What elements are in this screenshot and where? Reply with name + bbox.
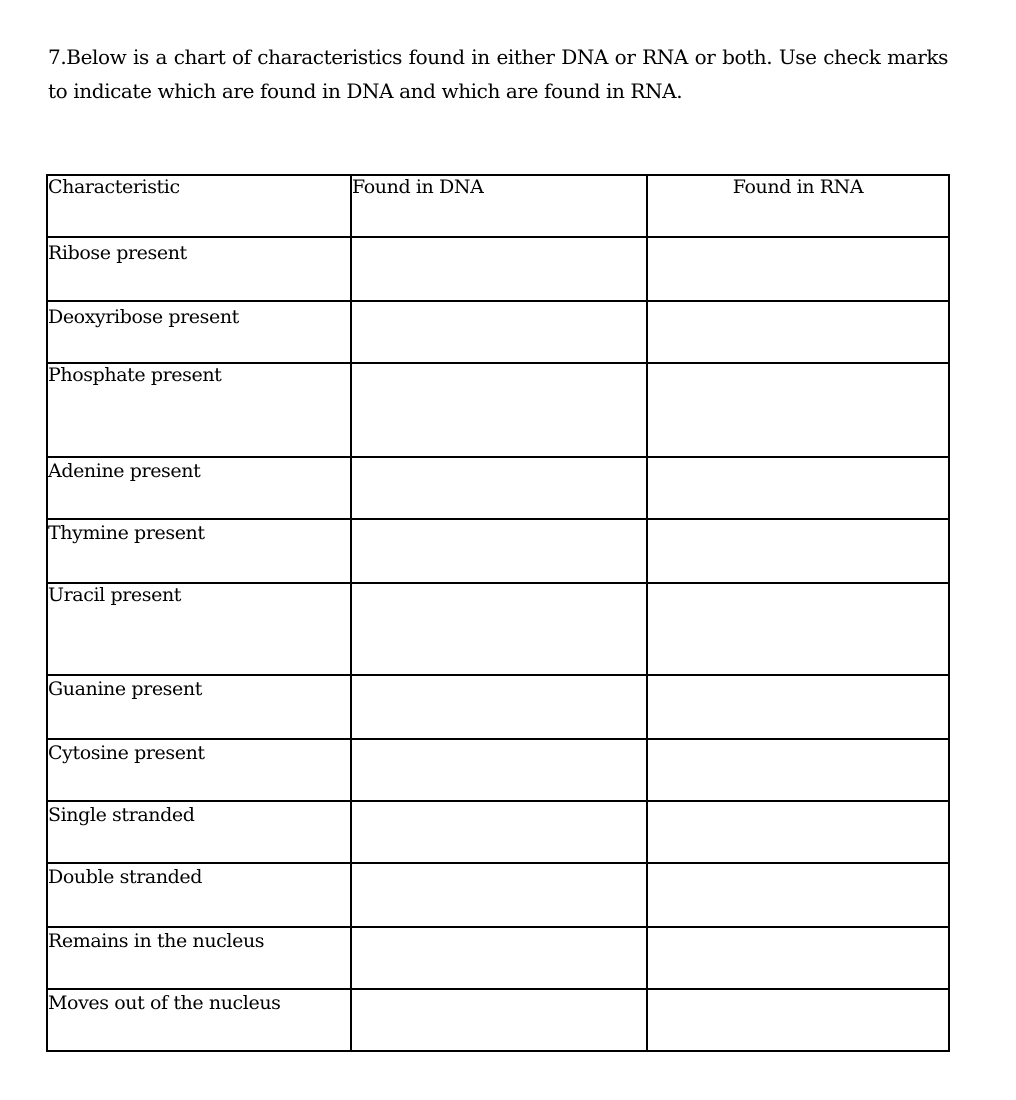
characteristic-label: Remains in the nucleus bbox=[48, 930, 265, 952]
table-row bbox=[47, 801, 949, 863]
characteristic-label: Uracil present bbox=[48, 584, 182, 606]
characteristic-label: Moves out of the nucleus bbox=[48, 992, 281, 1014]
rna-check-cell[interactable] bbox=[647, 457, 949, 519]
characteristic-label: Ribose present bbox=[48, 242, 187, 264]
rna-check-cell[interactable] bbox=[647, 863, 949, 927]
table-row bbox=[47, 739, 949, 801]
dna-check-cell[interactable] bbox=[351, 863, 647, 927]
characteristic-label: Cytosine present bbox=[48, 742, 205, 764]
table-row bbox=[47, 675, 949, 739]
rna-check-cell[interactable] bbox=[647, 237, 949, 301]
rna-check-cell[interactable] bbox=[647, 801, 949, 863]
table-row bbox=[47, 519, 949, 583]
characteristic-label: Phosphate present bbox=[48, 364, 222, 386]
dna-check-cell[interactable] bbox=[351, 301, 647, 363]
characteristic-cell bbox=[47, 583, 351, 675]
rna-check-cell[interactable] bbox=[647, 519, 949, 583]
dna-check-cell[interactable] bbox=[351, 519, 647, 583]
table-row bbox=[47, 863, 949, 927]
dna-check-cell[interactable] bbox=[351, 457, 647, 519]
dna-check-cell[interactable] bbox=[351, 989, 647, 1051]
rna-check-cell[interactable] bbox=[647, 989, 949, 1051]
characteristic-cell bbox=[47, 519, 351, 583]
rna-check-cell[interactable] bbox=[647, 363, 949, 457]
characteristic-cell bbox=[47, 457, 351, 519]
table-row bbox=[47, 989, 949, 1051]
rna-check-cell[interactable] bbox=[647, 301, 949, 363]
dna-rna-chart bbox=[46, 174, 950, 1052]
characteristic-cell bbox=[47, 363, 351, 457]
table-row bbox=[47, 927, 949, 989]
characteristic-cell bbox=[47, 739, 351, 801]
characteristic-cell bbox=[47, 301, 351, 363]
characteristic-label: Double stranded bbox=[48, 866, 203, 888]
dna-check-cell[interactable] bbox=[351, 583, 647, 675]
rna-check-cell[interactable] bbox=[647, 675, 949, 739]
rna-check-cell[interactable] bbox=[647, 927, 949, 989]
rna-check-cell[interactable] bbox=[647, 583, 949, 675]
dna-check-cell[interactable] bbox=[351, 801, 647, 863]
table-row bbox=[47, 301, 949, 363]
header-characteristic: Characteristic bbox=[47, 175, 351, 237]
table-row bbox=[47, 237, 949, 301]
dna-check-cell[interactable] bbox=[351, 739, 647, 801]
characteristic-cell bbox=[47, 237, 351, 301]
question-text: 7.Below is a chart of characteristics found in either DNA or RNA or both. Use check marks to indicate which are found in DNA and which are found in RNA. bbox=[48, 45, 948, 103]
table-row bbox=[47, 457, 949, 519]
header-row bbox=[47, 175, 949, 237]
characteristic-label: Guanine present bbox=[48, 678, 202, 700]
characteristic-label: Thymine present bbox=[48, 522, 205, 544]
rna-check-cell[interactable] bbox=[647, 739, 949, 801]
dna-check-cell[interactable] bbox=[351, 363, 647, 457]
characteristic-label: Adenine present bbox=[48, 460, 201, 482]
characteristic-cell bbox=[47, 801, 351, 863]
characteristic-label: Single stranded bbox=[48, 804, 195, 826]
header-found-in-rna: Found in RNA bbox=[647, 175, 949, 237]
dna-check-cell[interactable] bbox=[351, 927, 647, 989]
table-row bbox=[47, 583, 949, 675]
characteristic-cell bbox=[47, 863, 351, 927]
header-found-in-dna: Found in DNA bbox=[351, 175, 647, 237]
characteristic-cell bbox=[47, 675, 351, 739]
dna-check-cell[interactable] bbox=[351, 237, 647, 301]
characteristic-label: Deoxyribose present bbox=[48, 306, 239, 328]
dna-check-cell[interactable] bbox=[351, 675, 647, 739]
characteristic-cell bbox=[47, 989, 351, 1051]
table-row bbox=[47, 363, 949, 457]
characteristic-cell bbox=[47, 927, 351, 989]
